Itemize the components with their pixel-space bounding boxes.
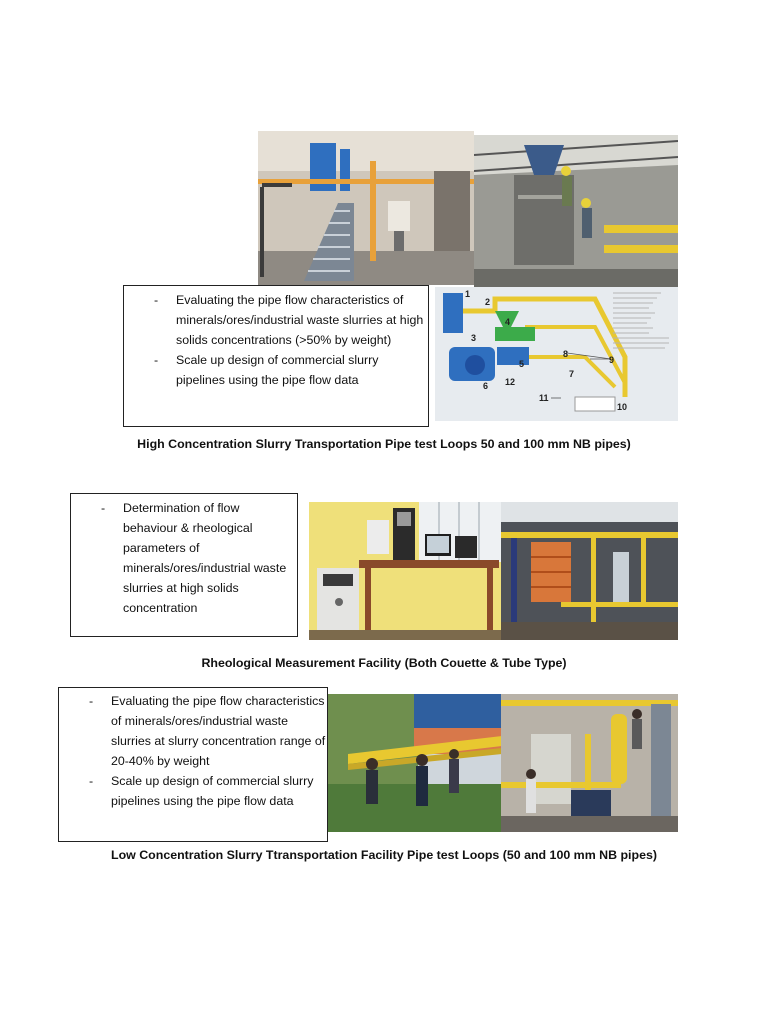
diagram-number: 2 <box>485 297 491 307</box>
diagram-number: 11 <box>539 393 549 403</box>
bullet-item: - Determination of flow behaviour & rheological parameters of minerals/ores/industrial waste slurries at high solids concentration <box>71 498 297 618</box>
diagram-number: 10 <box>617 402 628 412</box>
diagram-number: 12 <box>505 377 516 387</box>
diagram-hc-pipe-loop <box>435 287 678 421</box>
diagram-number: 9 <box>609 355 615 365</box>
diagram-number: 8 <box>563 349 569 359</box>
rheology-bullet-box <box>70 493 298 637</box>
bullet-item: - Scale up design of commercial slurry pipelines using the pipe flow data <box>59 771 327 811</box>
bullet-item: - Evaluating the pipe flow characteristics of minerals/ores/industrial waste slurries at high solids concentrations (>50% by weight) <box>124 290 428 350</box>
diagram-number: 6 <box>483 381 489 391</box>
diagram-number: 3 <box>471 333 477 343</box>
diagram-number: 4 <box>505 317 511 327</box>
caption-rheological: Rheological Measurement Facility (Both Couette & Tube Type) <box>201 656 567 670</box>
lc-bullet-box <box>58 687 328 842</box>
bullet-item: - Scale up design of commercial slurry pipelines using the pipe flow data <box>124 350 428 390</box>
hc-bullet-box <box>123 285 429 427</box>
photo-lc-indoor-loop <box>501 694 678 832</box>
bullet-item: - Evaluating the pipe flow characteristics of minerals/ores/industrial waste slurries at slurry concentration range of 20-40% by weight <box>59 691 327 771</box>
caption-low-concentration: Low Concentration Slurry Ttransportation Facility Pipe test Loops (50 and 100 mm NB pipes) <box>111 848 657 862</box>
caption-high-concentration: High Concentration Slurry Transportation Pipe test Loops 50 and 100 mm NB pipes) <box>137 437 631 451</box>
photo-rheometer-lab <box>309 502 501 640</box>
photo-hc-loop-workers <box>474 135 678 287</box>
diagram-number: 1 <box>465 289 471 299</box>
photo-lc-outdoor-loop <box>328 694 502 832</box>
diagram-number: 7 <box>569 369 575 379</box>
photo-hc-loop-staircase <box>258 131 474 285</box>
diagram-number: 5 <box>519 359 525 369</box>
photo-tube-rheometer <box>501 502 678 640</box>
